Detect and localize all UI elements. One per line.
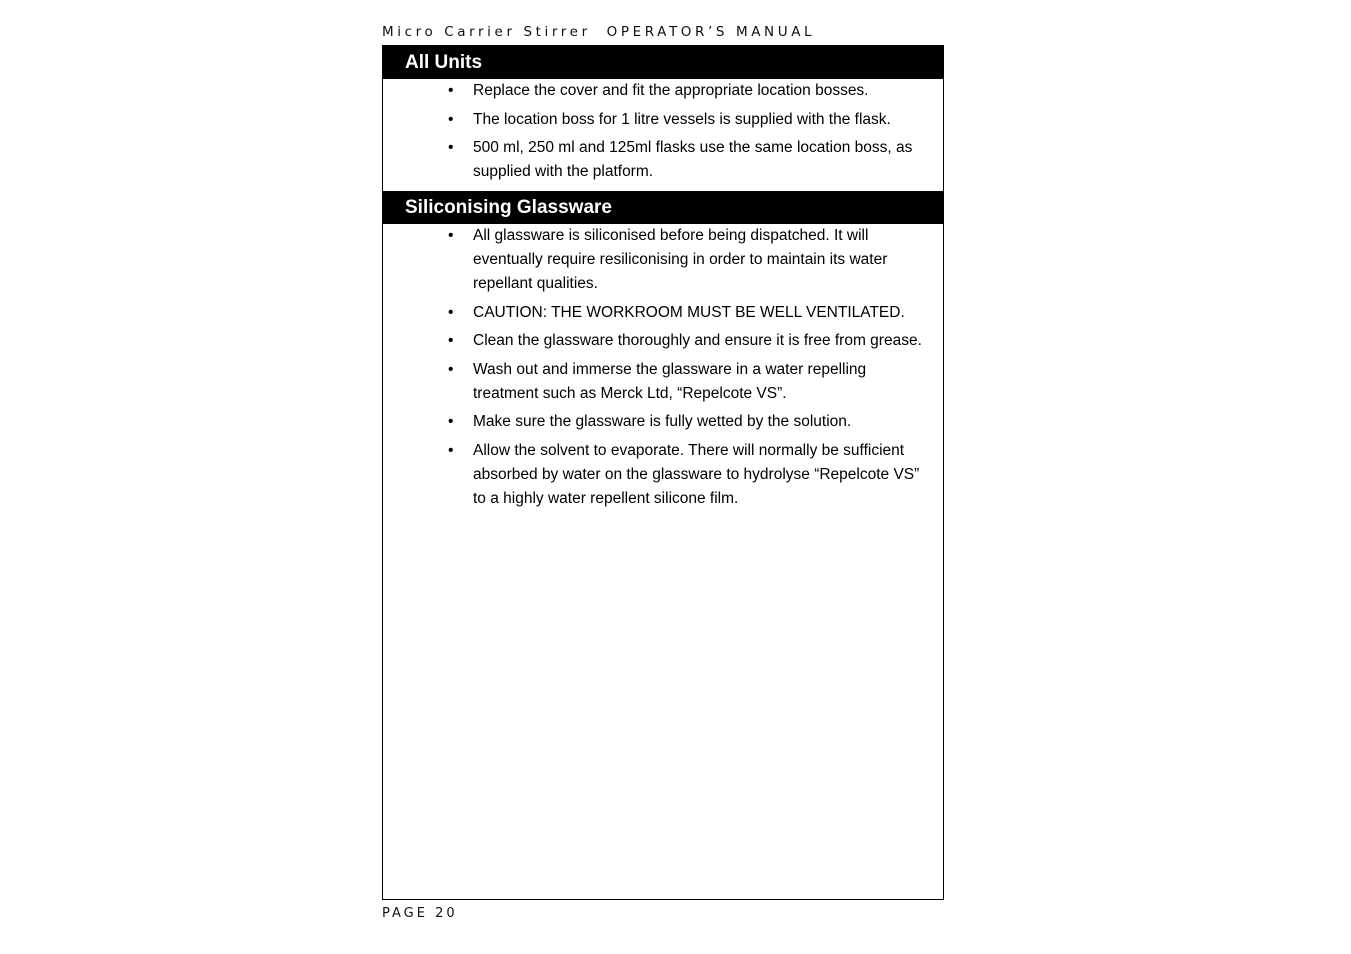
bullet-icon: • xyxy=(448,413,454,430)
page-number: PAGE 20 xyxy=(382,906,458,921)
bullet-icon: • xyxy=(448,227,454,244)
running-header xyxy=(382,24,815,40)
siliconising-list xyxy=(383,224,943,511)
list-item: • CAUTION: THE WORKROOM MUST BE WELL VENTILATED. xyxy=(383,301,935,325)
list-item: • Wash out and immerse the glassware in a water repelling treatment such as Merck Ltd, “Repelcote VS”. xyxy=(383,358,935,406)
list-item: • Allow the solvent to evaporate. There will normally be sufficient absorbed by water on the glassware to hydrolyse “Repelcote VS” to a highly water repellent silicone film. xyxy=(383,439,935,511)
list-item: • The location boss for 1 litre vessels is supplied with the flask. xyxy=(383,108,935,132)
manual-title: OPERATOR’S MANUAL xyxy=(606,24,816,40)
list-item: • All glassware is siliconised before being dispatched. It will eventually require resiliconising in order to maintain its water repellant qualities. xyxy=(383,224,935,296)
bullet-icon: • xyxy=(448,82,454,99)
bullet-icon: • xyxy=(448,441,454,459)
all-units-list xyxy=(383,79,943,184)
bullet-icon: • xyxy=(448,139,454,156)
bullet-icon: • xyxy=(448,303,454,321)
content-frame xyxy=(382,45,944,900)
list-item: • 500 ml, 250 ml and 125ml flasks use the same location boss, as supplied with the platform. xyxy=(383,136,935,184)
section-heading-siliconising-glassware: Siliconising Glassware xyxy=(383,191,943,224)
list-item: • Make sure the glassware is fully wetted by the solution. xyxy=(383,410,935,434)
section-heading-all-units: All Units xyxy=(383,46,943,79)
bullet-icon: • xyxy=(448,360,454,378)
product-name: Micro Carrier Stirrer xyxy=(382,24,591,40)
list-item: • Replace the cover and fit the appropriate location bosses. xyxy=(383,79,935,103)
bullet-icon: • xyxy=(448,110,454,128)
bullet-icon: • xyxy=(448,332,454,349)
list-item: • Clean the glassware thoroughly and ensure it is free from grease. xyxy=(383,329,935,353)
